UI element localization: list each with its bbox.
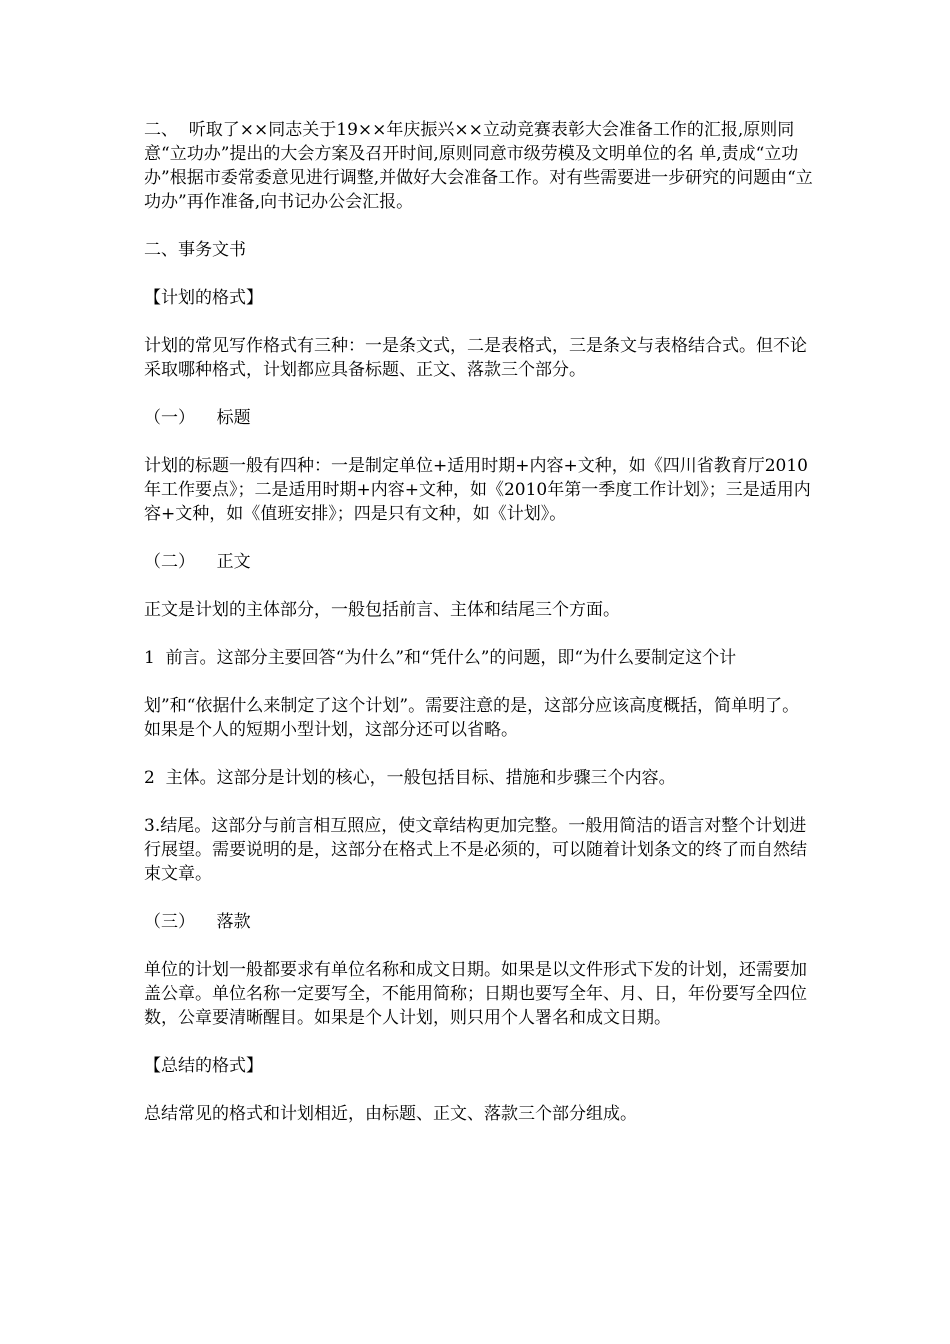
heading-plan-format: 【计划的格式】 [144, 288, 263, 308]
subheading-title: （一） 标题 [144, 408, 251, 428]
subheading-signature: （三） 落款 [144, 912, 251, 932]
paragraph-signature-details: 单位的计划一般都要求有单位名称和成文日期。如果是以文件形式下发的计划，还需要加盖公章。单位名称一定要写全，不能用简称；日期也要写全年、月、日，年份要写全四位数，公章要清晰醒目。如果是个人计划，则只用个人署名和成文日期。 [144, 960, 807, 1028]
document-body [144, 118, 816, 1150]
heading-summary-format: 【总结的格式】 [144, 1056, 263, 1076]
paragraph-preface-part1: 1 前言。这部分主要回答“为什么”和“凭什么”的问题，即“为什么要制定这个计 [144, 648, 737, 668]
paragraph-ending: 3.结尾。这部分与前言相互照应，使文章结构更加完整。一般用简洁的语言对整个计划进行展望。需要说明的是，这部分在格式上不是必须的，可以随着计划条文的终了而自然结束文章。 [144, 816, 807, 884]
paragraph-main-body: 2 主体。这部分是计划的核心，一般包括目标、措施和步骤三个内容。 [144, 768, 676, 788]
paragraph-summary-format: 总结常见的格式和计划相近，由标题、正文、落款三个部分组成。 [144, 1104, 637, 1124]
subheading-body: （二） 正文 [144, 552, 251, 572]
paragraph-plan-titles: 计划的标题一般有四种：一是制定单位+适用时期+内容+文种，如《四川省教育厅2010年工作要点》；二是适用时期+内容+文种，如《2010年第一季度工作计划》；三是适用内容+文种，如《值班安排》；四是只有文种，如《计划》。 [144, 456, 811, 524]
paragraph-plan-formats: 计划的常见写作格式有三种：一是条文式，二是表格式，三是条文与表格结合式。但不论采取哪种格式，计划都应具备标题、正文、落款三个部分。 [144, 336, 807, 380]
paragraph-meeting-resolution: 二、 听取了××同志关于19××年庆振兴××立动竞赛表彰大会准备工作的汇报,原则同意“立功办”提出的大会方案及召开时间,原则同意市级劳模及文明单位的名 单,责成“立功办”根据市委常委意见进行调整,并做好大会准备工作。对有些需要进一步研究的问题由“立功办”再作准备,向书记办公会汇报。 [144, 120, 813, 212]
paragraph-preface-part2: 划”和“依据什么来制定了这个计划”。需要注意的是，这部分应该高度概括，简单明了。如果是个人的短期小型计划，这部分还可以省略。 [144, 696, 800, 740]
paragraph-body-intro: 正文是计划的主体部分，一般包括前言、主体和结尾三个方面。 [144, 600, 620, 620]
section-heading-affairs-documents: 二、事务文书 [144, 240, 246, 260]
